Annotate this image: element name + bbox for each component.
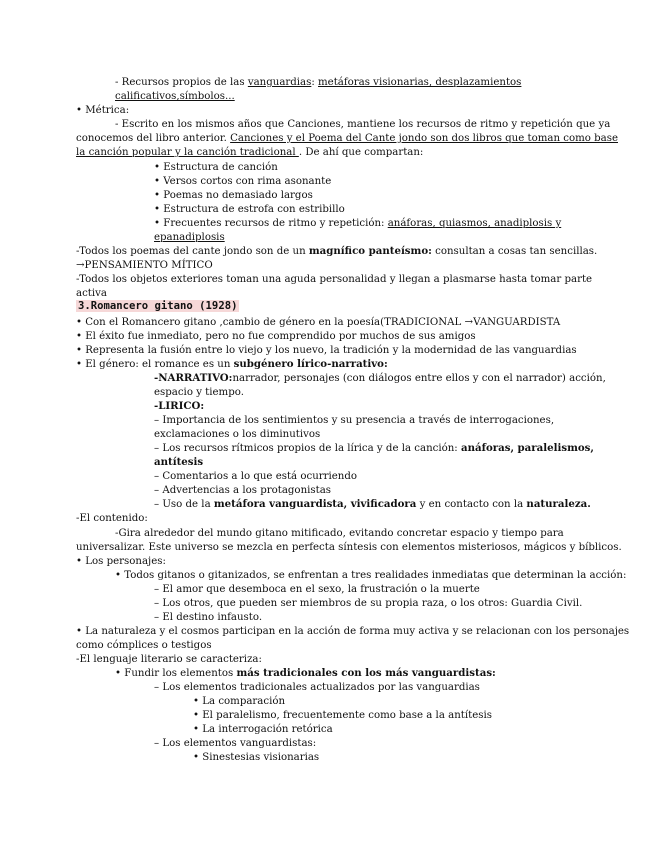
text-line xyxy=(154,611,262,624)
text-segment: • Frecuentes recursos de ritmo y repetición: xyxy=(154,218,388,229)
text-line xyxy=(115,118,610,131)
text-line xyxy=(154,203,345,216)
text-segment: – Los recursos rítmicos propios de la lírica y de la canción: xyxy=(154,443,461,454)
text-segment: : xyxy=(311,77,319,88)
text-line xyxy=(76,300,239,313)
text-segment: metáforas visionarias, desplazamientos xyxy=(318,77,522,88)
text-line xyxy=(154,681,480,694)
text-line xyxy=(154,414,554,427)
text-line xyxy=(76,316,560,329)
text-line xyxy=(154,428,320,441)
text-segment: • Representa la fusión entre lo viejo y los nuevo, la tradición y la modernidad de las vanguardias xyxy=(76,345,577,356)
text-segment: Canciones y el Poema del Cante jondo son dos libros que toman como base xyxy=(230,133,618,144)
text-segment: . De ahí que compartan: xyxy=(298,147,424,158)
text-line xyxy=(115,90,235,103)
text-line xyxy=(115,667,496,680)
text-line xyxy=(154,583,480,596)
text-segment: -Todos los poemas del cante jondo son de un xyxy=(76,246,309,257)
text-line xyxy=(154,400,204,413)
text-line xyxy=(154,456,203,469)
text-segment: epanadiplosis xyxy=(154,232,225,243)
text-segment: • La naturaleza y el cosmos participan en la acción de forma muy activa y se relacionan con los personajes xyxy=(76,626,630,637)
text-line xyxy=(76,245,597,258)
text-segment: – Comentarios a lo que está ocurriendo xyxy=(154,471,358,482)
text-segment: →PENSAMIENTO MÍTICO xyxy=(76,260,213,271)
text-segment: • Poemas no demasiado largos xyxy=(154,190,313,201)
text-line xyxy=(76,358,388,371)
text-line xyxy=(154,737,316,750)
text-segment: • Sinestesias visionarias xyxy=(193,752,320,763)
text-segment: • El paralelismo, frecuentemente como base a la antítesis xyxy=(193,710,492,721)
text-segment: -El contenido: xyxy=(76,513,148,524)
text-segment: • El éxito fue inmediato, pero no fue comprendido por muchos de sus amigos xyxy=(76,331,476,342)
text-line xyxy=(76,273,592,286)
text-segment: • Estructura de canción xyxy=(154,162,278,173)
text-segment: más tradicionales con los más vanguardistas: xyxy=(236,667,496,679)
text-segment: - Recursos propios de las xyxy=(115,77,248,88)
text-segment: • La interrogación retórica xyxy=(193,724,333,735)
text-segment: -NARRATIVO: xyxy=(154,372,233,384)
text-line xyxy=(115,569,626,582)
text-segment: • La comparación xyxy=(193,696,286,707)
text-segment: – Los elementos tradicionales actualizados por las vanguardias xyxy=(154,682,480,693)
text-segment: espacio y tiempo. xyxy=(154,387,244,398)
text-segment: – Los elementos vanguardistas: xyxy=(154,738,317,749)
text-segment: conocemos del libro anterior. xyxy=(76,133,231,144)
text-segment: • Métrica: xyxy=(76,105,130,116)
text-segment: • El género: el romance es un xyxy=(76,359,234,370)
text-line xyxy=(154,189,313,202)
text-line xyxy=(193,709,492,722)
text-line xyxy=(154,498,591,511)
text-line xyxy=(154,597,582,610)
text-segment: metáfora vanguardista, vivificadora xyxy=(213,498,417,510)
text-segment: narrador, personajes (con diálogos entre ellos y con el narrador) acción, xyxy=(232,373,606,384)
text-segment: – El amor que desemboca en el sexo, la frustración o la muerte xyxy=(154,584,480,595)
text-segment: -El lenguaje literario se caracteriza: xyxy=(76,654,262,665)
text-line xyxy=(154,442,594,455)
text-segment: • Con el Romancero gitano ,cambio de género en la poesía(TRADICIONAL →VANGUARDISTA xyxy=(76,317,561,328)
text-line xyxy=(193,723,333,736)
section-heading: 3.Romancero gitano (1928) xyxy=(78,300,238,312)
text-line xyxy=(76,653,262,666)
text-line xyxy=(76,287,107,300)
text-line xyxy=(193,751,319,764)
text-line xyxy=(76,639,212,652)
text-line xyxy=(154,217,561,230)
text-segment: -LIRICO: xyxy=(154,400,205,412)
text-segment: • Fundir los elementos xyxy=(115,668,237,679)
text-line xyxy=(154,484,331,497)
text-line xyxy=(76,512,148,525)
text-line xyxy=(154,161,278,174)
text-segment: magnífico panteísmo: xyxy=(308,245,432,257)
text-segment: -Gira alrededor del mundo gitano mitificado, evitando concretar espacio y tiempo para xyxy=(115,528,564,539)
text-segment: – Advertencias a los protagonistas xyxy=(154,485,332,496)
text-segment: – Importancia de los sentimientos y su presencia a través de interrogaciones, xyxy=(154,415,555,426)
text-line xyxy=(193,695,285,708)
text-segment: y en contacto con la xyxy=(416,499,527,510)
text-segment: universalizar. Este universo se mezcla en perfecta síntesis con elementos misteriosos, mágicos y bíblicos. xyxy=(76,542,622,553)
text-segment: naturaleza. xyxy=(526,498,591,510)
text-segment: – Uso de la xyxy=(154,499,214,510)
text-segment: – Los otros, que pueden ser miembros de su propia raza, o los otros: Guardia Civil. xyxy=(154,598,583,609)
text-segment: antítesis xyxy=(154,456,204,468)
text-segment: calificativos,símbolos... xyxy=(115,91,235,102)
text-line xyxy=(154,175,331,188)
text-segment: activa xyxy=(76,288,107,299)
text-line xyxy=(76,104,129,117)
text-line xyxy=(154,372,606,385)
text-line xyxy=(76,330,476,343)
text-line xyxy=(76,555,166,568)
text-line xyxy=(76,344,577,357)
text-segment: - Escrito en los mismos años que Canciones, mantiene los recursos de ritmo y repetición que ya xyxy=(115,119,611,130)
text-line xyxy=(154,386,244,399)
text-line xyxy=(154,470,357,483)
text-line xyxy=(76,146,423,159)
text-line xyxy=(115,76,521,89)
text-segment: anáforas, quiasmos, anadiplosis y xyxy=(387,218,562,229)
text-line xyxy=(115,527,564,540)
text-segment: la canción popular y la canción tradicional xyxy=(76,147,299,158)
text-segment: exclamaciones o los diminutivos xyxy=(154,429,321,440)
text-segment: • Estructura de estrofa con estribillo xyxy=(154,204,345,215)
text-segment: anáforas, paralelismos, xyxy=(460,442,594,454)
text-line xyxy=(76,259,213,272)
text-segment: vanguardias xyxy=(247,77,312,88)
text-line xyxy=(76,132,618,145)
text-segment: -Todos los objetos exteriores toman una aguda personalidad y llegan a plasmarse hasta tomar parte xyxy=(76,274,593,285)
text-line xyxy=(76,625,629,638)
text-line xyxy=(154,231,225,244)
text-line xyxy=(76,541,622,554)
text-segment: como cómplices o testigos xyxy=(76,640,212,651)
text-segment: • Todos gitanos o gitanizados, se enfrentan a tres realidades inmediatas que determinan la acción: xyxy=(115,570,627,581)
text-segment: consultan a cosas tan sencillas. xyxy=(431,246,598,257)
text-segment: • Los personajes: xyxy=(76,556,166,567)
text-segment: subgénero lírico-narrativo: xyxy=(233,358,388,370)
text-segment: – El destino infausto. xyxy=(154,612,263,623)
text-segment: • Versos cortos con rima asonante xyxy=(154,176,332,187)
